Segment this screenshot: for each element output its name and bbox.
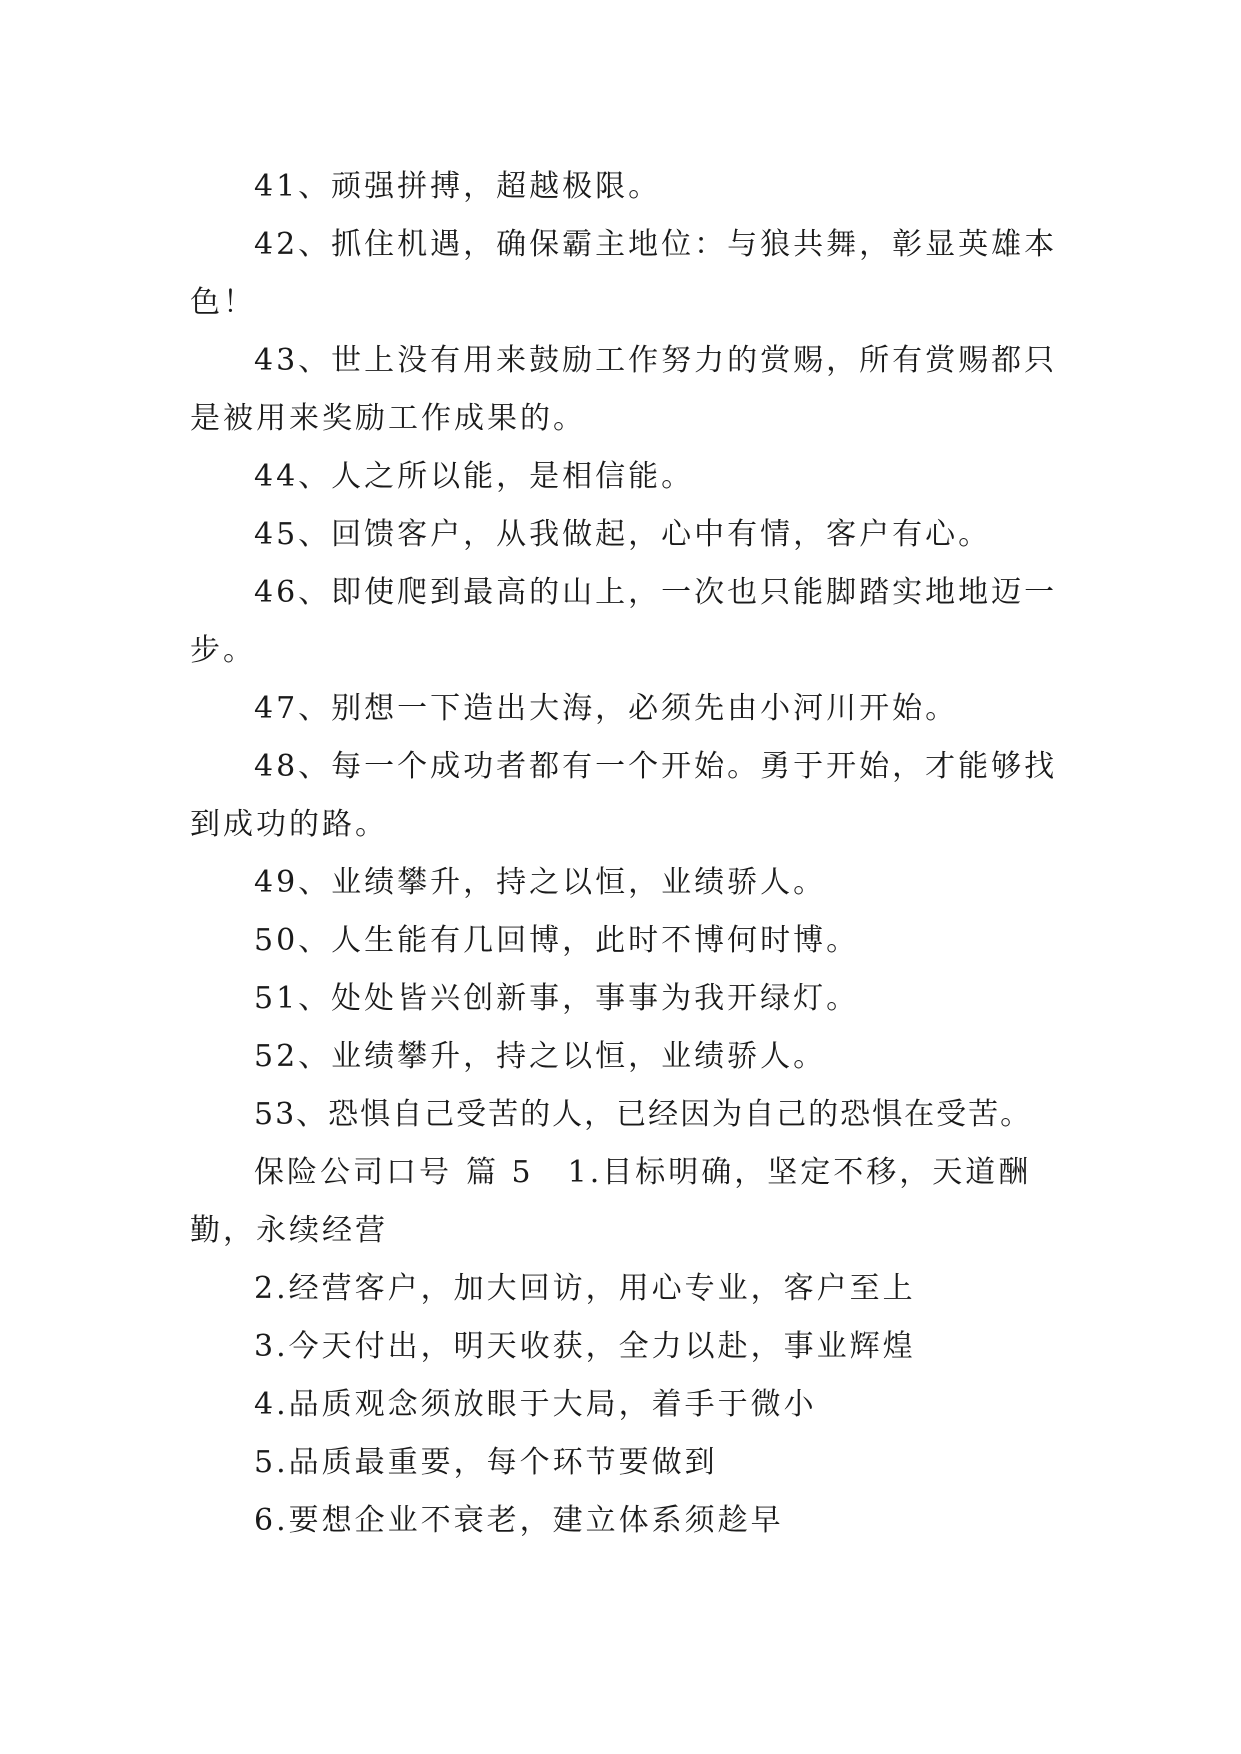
paragraph-48: 48、每一个成功者都有一个开始。勇于开始，才能够找到成功的路。	[190, 749, 1058, 842]
list-item-1: 1.目标明确，坚定不移，天道酬勤，永续经营	[190, 1155, 1032, 1248]
paragraph-44: 44、人之所以能，是相信能。	[254, 459, 695, 494]
document-body	[190, 158, 1060, 1550]
list-item-3: 3.今天付出，明天收获，全力以赴，事业辉煌	[254, 1329, 916, 1364]
list-item-4: 4.品质观念须放眼于大局，着手于微小	[254, 1387, 817, 1422]
section-heading	[190, 1144, 1060, 1260]
paragraph-50: 50、人生能有几回博，此时不博何时博。	[254, 923, 860, 958]
section-title: 保险公司口号	[254, 1155, 452, 1190]
paragraph-51: 51、处处皆兴创新事，事事为我开绿灯。	[254, 981, 860, 1016]
paragraph-45: 45、回馈客户，从我做起，心中有情，客户有心。	[254, 517, 992, 552]
list-item-6: 6.要想企业不衰老，建立体系须趁早	[254, 1503, 784, 1538]
list-item-5: 5.品质最重要，每个环节要做到	[254, 1445, 718, 1480]
section-number: 篇 5	[466, 1155, 534, 1190]
paragraph-53: 53、恐惧自己受苦的人，已经因为自己的恐惧在受苦。	[254, 1097, 1033, 1132]
list-item-2: 2.经营客户，加大回访，用心专业，客户至上	[254, 1271, 916, 1306]
paragraph-42: 42、抓住机遇，确保霸主地位：与狼共舞，彰显英雄本色！	[190, 227, 1058, 320]
paragraph-46: 46、即使爬到最高的山上，一次也只能脚踏实地地迈一步。	[190, 575, 1058, 668]
paragraph-43: 43、世上没有用来鼓励工作努力的赏赐，所有赏赐都只是被用来奖励工作成果的。	[190, 343, 1058, 436]
paragraph-49: 49、业绩攀升，持之以恒，业绩骄人。	[254, 865, 827, 900]
paragraph-52: 52、业绩攀升，持之以恒，业绩骄人。	[254, 1039, 827, 1074]
paragraph-47: 47、别想一下造出大海，必须先由小河川开始。	[254, 691, 959, 726]
paragraph-41: 41、顽强拼搏，超越极限。	[254, 169, 662, 204]
